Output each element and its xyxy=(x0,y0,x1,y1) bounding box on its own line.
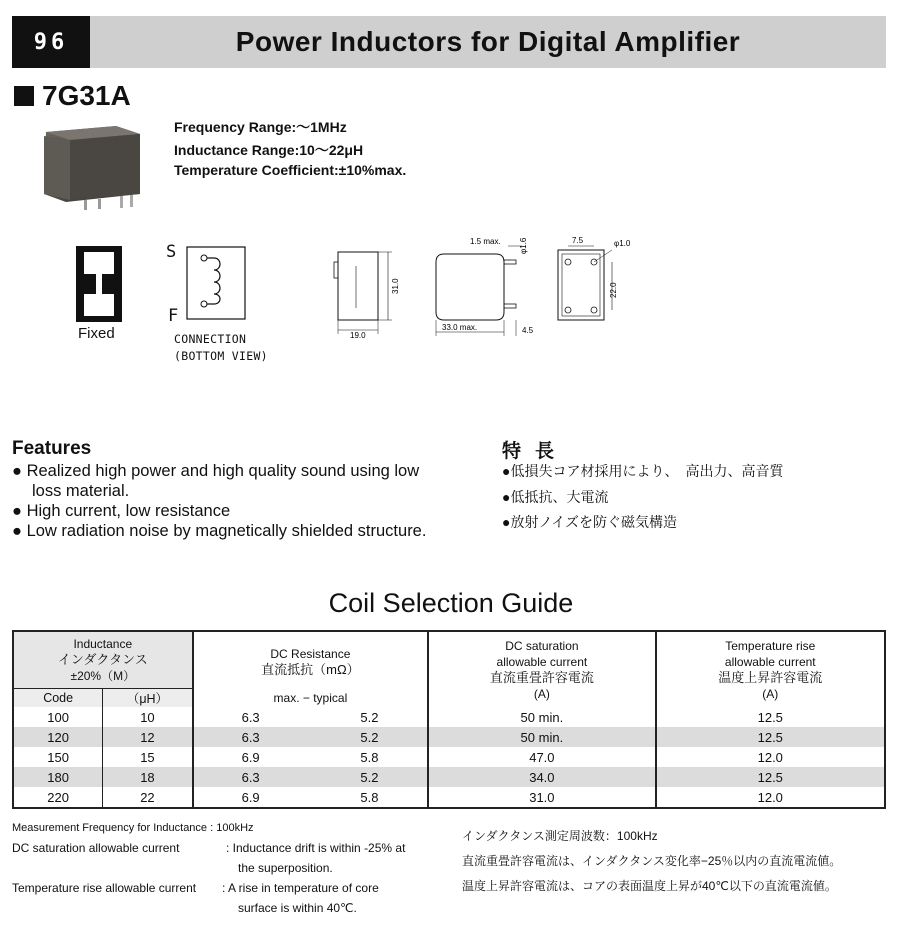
bottom-view-drawing xyxy=(552,232,648,332)
page-header xyxy=(12,16,886,68)
dim-side-width: 19.0 xyxy=(350,331,366,340)
coil-selection-table xyxy=(12,630,886,809)
note-sat-text: : Inductance drift is within -25% at xyxy=(226,841,406,855)
header-uh: （μH） xyxy=(103,689,193,708)
note-temp-label: Temperature rise allowable current xyxy=(12,881,197,895)
dim-front-width: 33.0 max. xyxy=(442,323,478,332)
table-row: 220 22 6.9 5.8 31.0 12.0 xyxy=(13,787,885,808)
model-heading xyxy=(14,80,131,112)
feature-jp-item: ●放射ノイズを防ぐ磁気構造 xyxy=(502,514,678,530)
header-code: Code xyxy=(13,689,103,708)
feature-jp-item: ●低損失コア材採用により、 高出力、高音質 xyxy=(502,463,784,479)
note-jp: 温度上昇許容電流は、コアの表面温度上昇が40℃以下の直流電流値。 xyxy=(462,879,837,893)
page-number: 96 xyxy=(12,16,90,68)
connection-view-label: (BOTTOM VIEW) xyxy=(174,349,268,363)
bullet-icon: ● xyxy=(12,502,22,520)
note-frequency: Measurement Frequency for Inductance : 100kHz xyxy=(12,822,254,834)
dim-bottom-height: 22.0 xyxy=(609,282,618,298)
header-dc-saturation: DC saturation allowable current 直流重畳許容電流 (A) xyxy=(428,631,655,707)
feature-jp-item: ●低抵抗、大電流 xyxy=(502,489,609,505)
feature-item: ● Low radiation noise by magnetically shielded structure. xyxy=(12,522,427,540)
side-view-drawing xyxy=(330,246,410,346)
note-sat-label: DC saturation allowable current xyxy=(12,841,180,855)
spec-inductance: Inductance Range:10～22μH xyxy=(174,142,364,158)
product-photo xyxy=(36,122,148,214)
front-view-drawing xyxy=(430,232,550,342)
feature-item: ● Realized high power and high quality sound using low xyxy=(12,462,420,480)
header-inductance: Inductance インダクタンス ±20%（M） xyxy=(13,631,193,689)
header-dc-resistance: DC Resistance 直流抵抗（mΩ） max. − typical xyxy=(193,631,429,707)
terminal-f-label: F xyxy=(168,306,179,326)
connection-label: CONNECTION xyxy=(174,332,247,346)
dim-bottom-phi: φ1.0 xyxy=(614,239,631,248)
spec-frequency: Frequency Range:～1MHz xyxy=(174,119,347,135)
dim-front-phi: φ1.6 xyxy=(519,237,528,254)
features-title: Features xyxy=(12,438,92,459)
bullet-icon: ● xyxy=(12,522,22,540)
feature-item-cont: loss material. xyxy=(32,482,130,500)
table-row: 180 18 6.3 5.2 34.0 12.5 xyxy=(13,767,885,787)
table-row: 120 12 6.3 5.2 50 min. 12.5 xyxy=(13,727,885,747)
bullet-icon: ● xyxy=(12,462,22,480)
feature-item: ● High current, low resistance xyxy=(12,502,231,520)
note-temp-text-cont: surface is within 40℃. xyxy=(238,901,357,915)
guide-title: Coil Selection Guide xyxy=(328,588,574,618)
spec-temperature: Temperature Coefficient:±10%max. xyxy=(174,162,407,178)
note-jp: 直流重畳許容電流は、インダクタンス変化率−25％以内の直流電流値。 xyxy=(462,854,842,868)
dim-front-pin: 1.5 max. xyxy=(470,237,501,246)
square-bullet-icon xyxy=(14,86,34,106)
table-row: 100 10 6.3 5.2 50 min. 12.5 xyxy=(13,707,885,727)
header-temperature-rise: Temperature rise allowable current 温度上昇許容電流 (A) xyxy=(718,638,823,701)
page-title: Power Inductors for Digital Amplifier xyxy=(235,26,741,57)
note-jp: インダクタンス測定周波数：100kHz xyxy=(462,829,658,843)
terminal-s-label: S xyxy=(166,242,177,262)
model-name: 7G31A xyxy=(42,80,131,111)
connection-coil-icon xyxy=(186,246,248,322)
features-jp-title: 特長 xyxy=(502,441,569,462)
fixed-icon xyxy=(76,246,122,322)
note-sat-text-cont: the superposition. xyxy=(238,861,333,875)
dim-bottom-pitch: 7.5 xyxy=(572,236,584,245)
note-temp-text: : A rise in temperature of core xyxy=(222,881,379,895)
table-row: 150 15 6.9 5.8 47.0 12.0 xyxy=(13,747,885,767)
dim-front-pin-len: 4.5 xyxy=(522,326,534,335)
dim-side-height: 31.0 xyxy=(391,278,400,294)
fixed-label: Fixed xyxy=(78,325,115,342)
